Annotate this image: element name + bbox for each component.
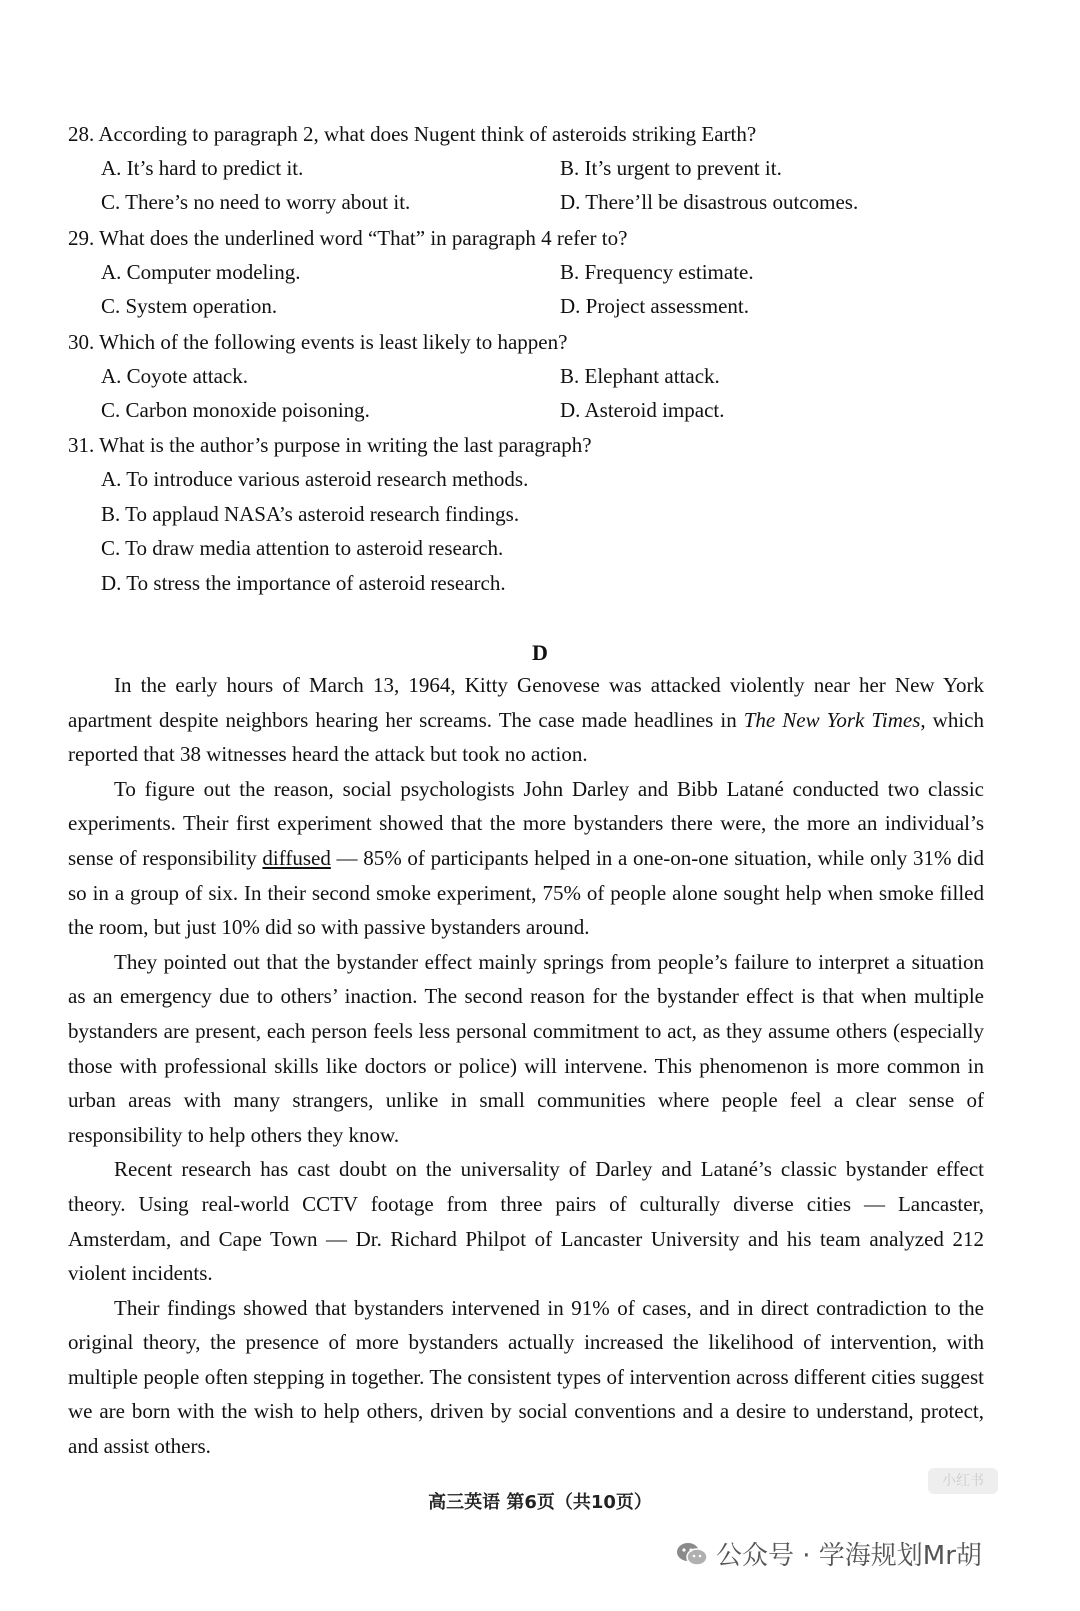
option-b: B. It’s urgent to prevent it. — [560, 156, 782, 180]
option-b: B. Elephant attack. — [560, 364, 720, 388]
option-a: A. To introduce various asteroid research methods. — [101, 467, 529, 491]
option-a: A. Computer modeling. — [101, 260, 301, 284]
watermark-text: 公众号 · 学海规划Mr胡 — [716, 1541, 982, 1571]
section-title: D — [532, 640, 548, 665]
newspaper-title: The New York Times — [743, 707, 921, 732]
paragraph-text: To figure out the reason, social psychologists John Darley and Bibb Latané conducted two classic experiments. Their first experiment showed that the more bystanders there were, the more an individual’s sense of responsibility — [68, 776, 984, 870]
option-d: D. There’ll be disastrous outcomes. — [560, 190, 859, 214]
question-stem: 30. Which of the following events is least likely to happen? — [68, 330, 568, 354]
option-c: C. To draw media attention to asteroid research. — [101, 536, 504, 560]
option-c: C. There’s no need to worry about it. — [101, 190, 411, 214]
wechat-watermark — [676, 1535, 982, 1572]
option-a: A. Coyote attack. — [101, 364, 248, 388]
option-c: C. System operation. — [101, 294, 278, 318]
option-a: A. It’s hard to predict it. — [101, 156, 304, 180]
xiaohongshu-badge: 小红书 — [928, 1468, 998, 1494]
paragraph-1 — [68, 668, 984, 772]
paragraph-2 — [68, 772, 984, 945]
paragraph-3: They pointed out that the bystander effect mainly springs from people’s failure to interpret a situation as an emergency due to others’ inaction. The second reason for the bystander effect is that when multiple bystanders are present, each person feels less personal commitment to act, as they assume others (especially those with professional skills like doctors or police) will intervene. This phenomenon is more common in urban areas with many strangers, unlike in small communities where people feel a clear sense of responsibility to help others they know. — [68, 949, 984, 1147]
option-d: D. Project assessment. — [560, 294, 749, 318]
page-footer: 高三英语 第6页（共10页） — [428, 1492, 652, 1513]
reading-passage — [68, 668, 984, 1464]
question-stem: 28. According to paragraph 2, what does Nugent think of asteroids striking Earth? — [68, 122, 757, 146]
underlined-word: diffused — [262, 845, 331, 870]
option-c: C. Carbon monoxide poisoning. — [101, 398, 370, 422]
question-stem: 31. What is the author’s purpose in writing the last paragraph? — [68, 433, 592, 457]
option-d: D. To stress the importance of asteroid research. — [101, 571, 506, 595]
paragraph-text: In the early hours of March 13, 1964, Kitty Genovese was attacked violently near her New York apartment despite neighbors hearing her screams. The case made headlines in — [68, 673, 984, 732]
option-d: D. Asteroid impact. — [560, 398, 725, 422]
option-b: B. Frequency estimate. — [560, 260, 754, 284]
wechat-icon — [676, 1541, 708, 1567]
paragraph-text: — 85% of participants helped in a one-on-one situation, while only 31% did so in a group of six. In their second smoke experiment, 75% of people alone sought help when smoke filled the room, but just 10% did so with passive bystanders around. — [68, 845, 984, 940]
option-b: B. To applaud NASA’s asteroid research findings. — [101, 502, 520, 526]
paragraph-4: Recent research has cast doubt on the universality of Darley and Latané’s classic bystander effect theory. Using real-world CCTV footage from three pairs of culturally diverse cities — Lancaster, Amsterdam, and Cape Town — Dr. Richard Philpot of Lancaster University and his team analyzed 212 violent incidents. — [68, 1157, 984, 1286]
question-stem: 29. What does the underlined word “That” in paragraph 4 refer to? — [68, 226, 628, 250]
paragraph-5: Their findings showed that bystanders intervened in 91% of cases, and in direct contradiction to the original theory, the presence of more bystanders actually increased the likelihood of intervention, with multiple people often stepping in together. The consistent types of intervention across different cities suggest we are born with the wish to help others, driven by social conventions and a desire to understand, protect, and assist others. — [68, 1295, 984, 1459]
paragraph-text: , which reported that 38 witnesses heard the attack but took no action. — [68, 707, 985, 767]
